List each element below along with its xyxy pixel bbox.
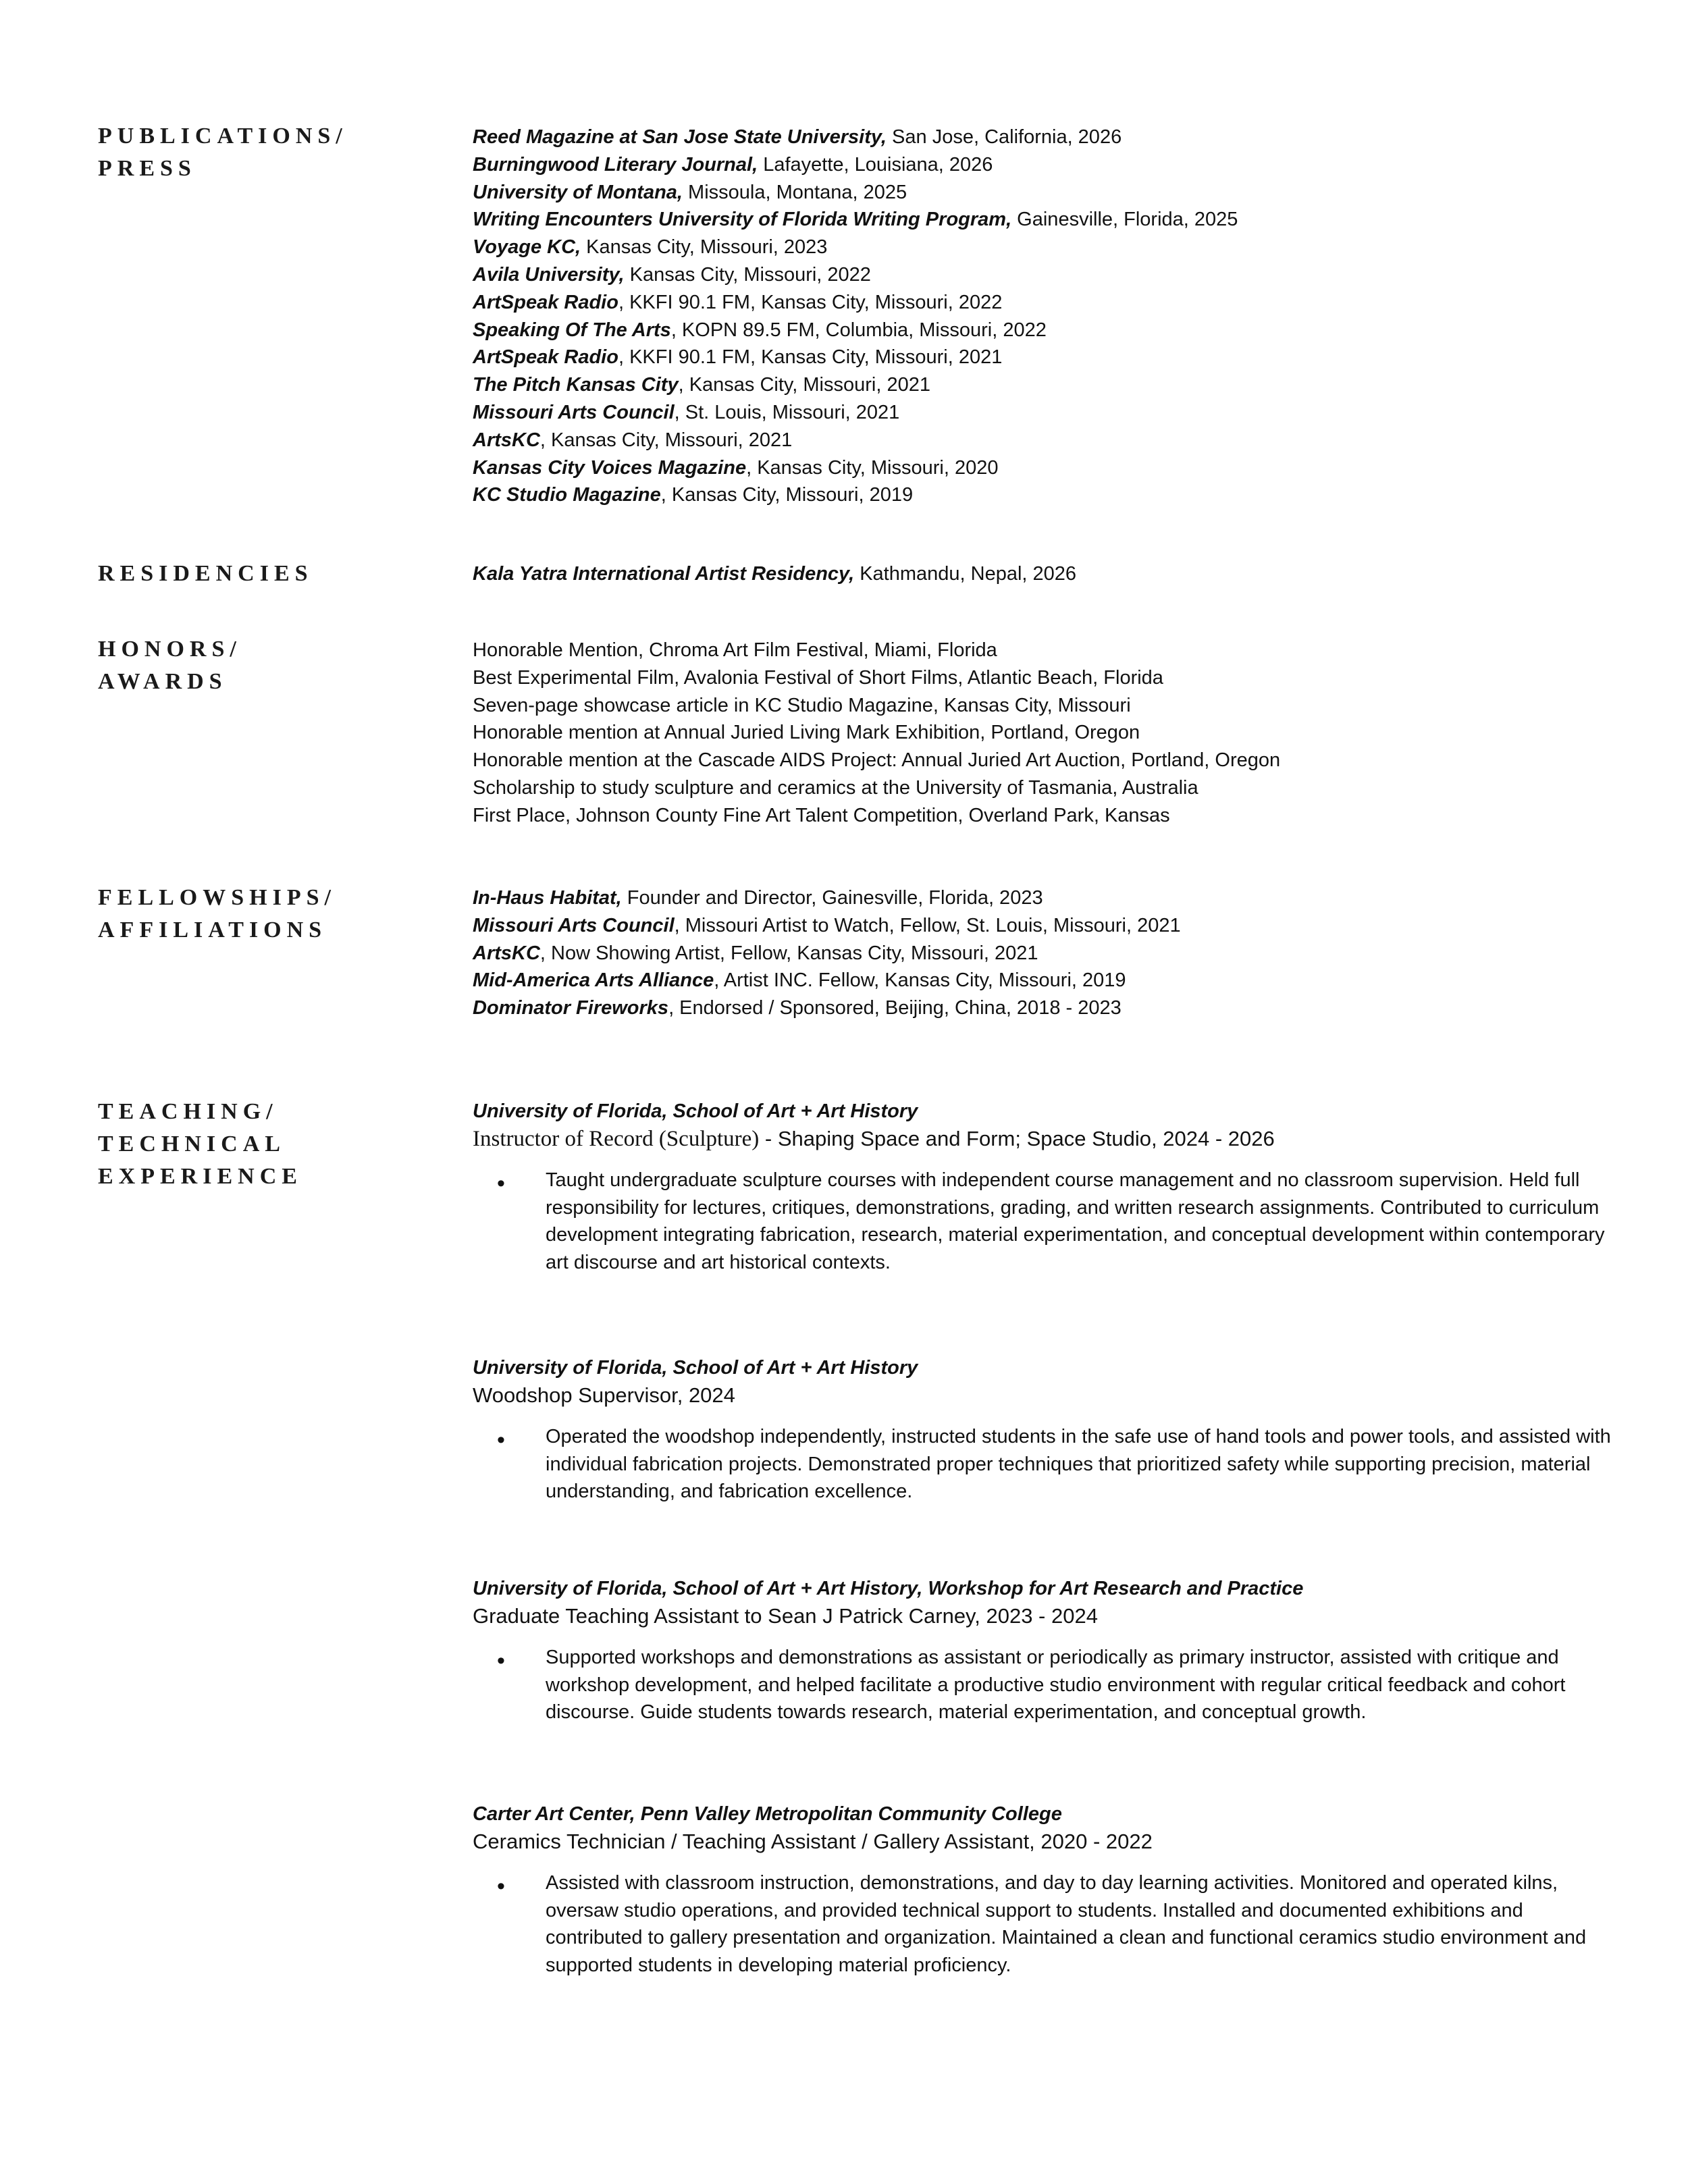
entry-bullet	[473, 1167, 1614, 1276]
bullet-text: Taught undergraduate sculpture courses with independent course management and no classroom supervision. Held full responsibility for lectures, critiques, demonstrations, grading, and written research assignments. Contributed to curriculum development integrating fabrication, research, material experimentation, and conceptual development within contemporary art discourse and art historical contexts.	[546, 1169, 1605, 1273]
publication-item: Kansas City Voices Magazine, Kansas City, Missouri, 2020	[473, 456, 999, 479]
publication-item: University of Montana, Missoula, Montana, 2025	[473, 181, 907, 203]
honor-item: Honorable mention at Annual Juried Living Mark Exhibition, Portland, Oregon	[473, 722, 1140, 744]
fellowship-item: ArtsKC, Now Showing Artist, Fellow, Kansas City, Missouri, 2021	[473, 942, 1038, 964]
fellowship-item: Dominator Fireworks, Endorsed / Sponsored, Beijing, China, 2018 - 2023	[473, 997, 1122, 1019]
entry-role: Woodshop Supervisor, 2024	[473, 1383, 735, 1407]
entry-role: Ceramics Technician / Teaching Assistant / Gallery Assistant, 2020 - 2022	[473, 1830, 1153, 1853]
bullet-text: Operated the woodshop independently, instructed students in the safe use of hand tools and power tools, and assisted with individual fabrication projects. Demonstrated proper techniques that prioritized safety while supporting precision, material understanding, and fabrication excellence.	[546, 1426, 1611, 1502]
bullet-icon: •	[497, 1171, 505, 1196]
honors-list	[473, 637, 1620, 830]
fellowship-item: Mid-America Arts Alliance, Artist INC. Fellow, Kansas City, Missouri, 2019	[473, 969, 1126, 992]
publication-item: Missouri Arts Council, St. Louis, Missouri, 2021	[473, 401, 900, 423]
honor-item: Seven-page showcase article in KC Studio Magazine, Kansas City, Missouri	[473, 694, 1131, 716]
section-heading-residencies	[98, 558, 313, 590]
entry-institution: Carter Art Center, Penn Valley Metropolitan Community College	[473, 1803, 1062, 1825]
teaching-entry	[473, 1354, 1620, 1506]
section-heading-teaching	[98, 1096, 302, 1193]
heading-line: PUBLICATIONS/	[98, 124, 348, 149]
heading-line: FELLOWSHIPS/	[98, 885, 336, 910]
bullet-icon: •	[497, 1427, 505, 1453]
heading-line: EXPERIENCE	[98, 1164, 302, 1189]
heading-line: AWARDS	[98, 669, 228, 694]
publication-item: Burningwood Literary Journal, Lafayette, Louisiana, 2026	[473, 153, 993, 176]
heading-line: PRESS	[98, 156, 196, 181]
publications-list	[473, 124, 1620, 509]
teaching-entry	[473, 1575, 1620, 1726]
fellowships-list	[473, 884, 1620, 1022]
honor-item: Honorable mention at the Cascade AIDS Project: Annual Juried Art Auction, Portland, Oregon	[473, 749, 1281, 772]
entry-role: Instructor of Record (Sculpture) - Shaping Space and Form; Space Studio, 2024 - 2026	[473, 1127, 1275, 1151]
publication-item: The Pitch Kansas City, Kansas City, Missouri, 2021	[473, 374, 930, 396]
residency-item: Kala Yatra International Artist Residency, Kathmandu, Nepal, 2026	[473, 563, 1077, 585]
honor-item: Best Experimental Film, Avalonia Festival of Short Films, Atlantic Beach, Florida	[473, 666, 1163, 689]
publication-item: ArtSpeak Radio, KKFI 90.1 FM, Kansas City, Missouri, 2021	[473, 346, 1003, 369]
entry-institution: University of Florida, School of Art + Art History	[473, 1100, 918, 1122]
publication-item: Voyage KC, Kansas City, Missouri, 2023	[473, 236, 828, 259]
bullet-text: Assisted with classroom instruction, demonstrations, and day to day learning activities. Monitored and operated kilns, oversaw studio operations, and provided technical support to students. Installed and documented exhibitions and contributed to gallery presentation and organization. Maintained a clean and functional ceramics studio environment and supported students in developing material proficiency.	[546, 1872, 1587, 1976]
publication-item: KC Studio Magazine, Kansas City, Missouri, 2019	[473, 484, 914, 506]
heading-line: TEACHING/	[98, 1099, 278, 1124]
fellowship-item: In-Haus Habitat, Founder and Director, Gainesville, Florida, 2023	[473, 887, 1043, 909]
heading-line: TECHNICAL	[98, 1131, 286, 1156]
fellowship-item: Missouri Arts Council, Missouri Artist to Watch, Fellow, St. Louis, Missouri, 2021	[473, 914, 1181, 936]
publication-item: Speaking Of The Arts, KOPN 89.5 FM, Columbia, Missouri, 2022	[473, 319, 1047, 341]
residencies-list	[473, 560, 1620, 588]
section-heading-fellowships	[98, 882, 336, 947]
bullet-text: Supported workshops and demonstrations as assistant or periodically as primary instructor, assisted with critique and workshop development, and helped facilitate a productive studio environment with regular critical feedback and cohort discourse. Guide students towards research, material experimentation, and conceptual growth.	[546, 1647, 1566, 1723]
entry-bullet	[473, 1644, 1614, 1726]
publication-item: Avila University, Kansas City, Missouri, 2022	[473, 263, 871, 286]
entry-institution: University of Florida, School of Art + Art History, Workshop for Art Research and Practice	[473, 1578, 1304, 1599]
publication-item: Reed Magazine at San Jose State University, San Jose, California, 2026	[473, 126, 1122, 148]
section-heading-honors	[98, 633, 242, 698]
honor-item: Scholarship to study sculpture and ceramics at the University of Tasmania, Australia	[473, 776, 1198, 799]
heading-line: HONORS/	[98, 637, 242, 662]
bullet-icon: •	[497, 1873, 505, 1899]
entry-bullet	[473, 1423, 1614, 1506]
section-heading-publications	[98, 120, 348, 185]
entry-bullet	[473, 1869, 1614, 1979]
heading-line: RESIDENCIES	[98, 561, 313, 586]
heading-line: AFFILIATIONS	[98, 917, 327, 942]
teaching-entry	[473, 1801, 1620, 1979]
entry-role: Graduate Teaching Assistant to Sean J Patrick Carney, 2023 - 2024	[473, 1604, 1098, 1628]
publication-item: ArtSpeak Radio, KKFI 90.1 FM, Kansas City, Missouri, 2022	[473, 291, 1003, 313]
publication-item: ArtsKC, Kansas City, Missouri, 2021	[473, 429, 793, 451]
entry-institution: University of Florida, School of Art + Art History	[473, 1357, 918, 1379]
bullet-icon: •	[497, 1648, 505, 1674]
publication-item: Writing Encounters University of Florida Writing Program, Gainesville, Florida, 2025	[473, 209, 1238, 231]
honor-item: First Place, Johnson County Fine Art Talent Competition, Overland Park, Kansas	[473, 804, 1170, 826]
honor-item: Honorable Mention, Chroma Art Film Festival, Miami, Florida	[473, 639, 997, 661]
teaching-entry	[473, 1098, 1620, 1276]
